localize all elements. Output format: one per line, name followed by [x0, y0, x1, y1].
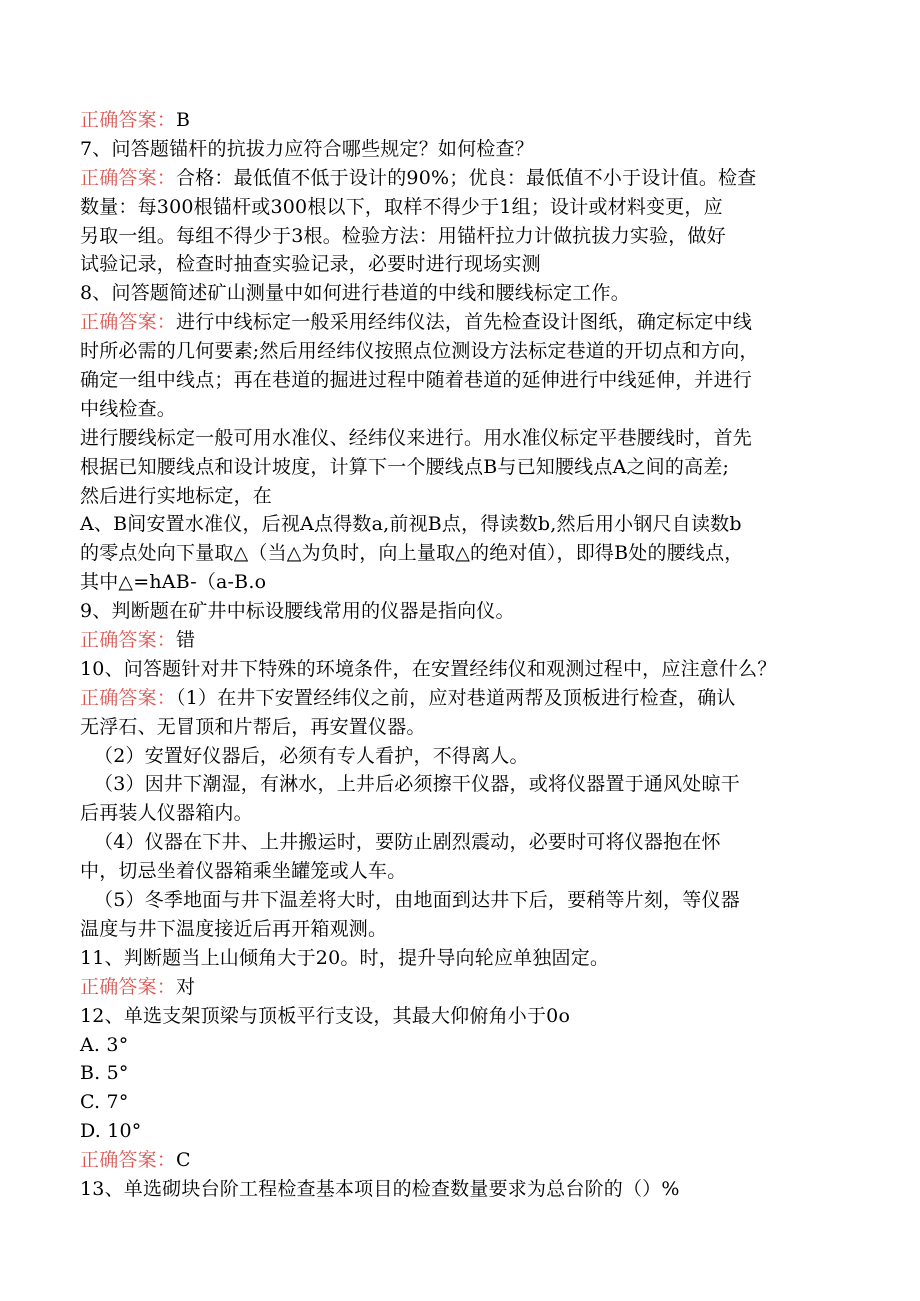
line-text: 10、问答题针对井下特殊的环境条件，在安置经纬仪和观测过程中，应注意什么？	[80, 657, 777, 680]
line-text: 另取一组。每组不得少于3根。检验方法：用锚杆拉力计做抗拔力实验，做好	[80, 224, 726, 247]
text-line	[80, 597, 840, 626]
line-text: 后再装人仪器箱内。	[80, 802, 253, 825]
line-text: 错	[176, 629, 196, 652]
line-text: 温度与井下温度接近后再开箱观测。	[80, 917, 388, 940]
text-line	[80, 424, 840, 453]
line-text: A、B间安置水准仪，后视A点得数a,前视B点，得读数b,然后用小钢尺自读数b	[80, 513, 742, 536]
line-text: 7、问答题锚杆的抗拔力应符合哪些规定？如何检查？	[80, 137, 534, 160]
text-line	[80, 1002, 840, 1031]
line-text: 然后进行实地标定，在	[80, 484, 273, 507]
line-text: （3）因井下潮湿，有淋水，上井后必须擦干仪器，或将仪器置于通风处晾干	[94, 773, 740, 796]
line-text: 13、单选砌块台阶工程检查基本项目的检查数量要求为总台阶的（）%	[80, 1177, 680, 1200]
line-text: 中线检查。	[80, 397, 177, 420]
line-text: 时所必需的几何要素;然后用经纬仪按照点位测设方法标定巷道的开切点和方向，	[80, 340, 759, 363]
line-text: D. 10°	[80, 1120, 142, 1143]
text-line	[80, 510, 840, 539]
answer-line	[80, 626, 840, 655]
text-line	[80, 770, 840, 799]
text-line	[80, 193, 840, 222]
line-text: 试验记录，检查时抽查实验记录，必要时进行现场实测	[80, 253, 541, 276]
text-line	[80, 539, 840, 568]
answer-line	[80, 164, 840, 193]
text-line	[80, 828, 840, 857]
text-line	[80, 915, 840, 944]
text-line	[80, 944, 840, 973]
text-line	[80, 250, 840, 279]
line-text: 中，切忌坐着仪器箱乘坐罐笼或人车。	[80, 860, 407, 883]
document-page	[80, 106, 840, 1204]
text-line	[80, 655, 840, 684]
answer-label: 正确答案：	[80, 109, 177, 131]
line-text: （4）仪器在下井、上井搬运时，要防止剧烈震动，必要时可将仪器抱在怀	[94, 831, 721, 854]
line-text: 进行腰线标定一般可用水准仪、经纬仪来进行。用水准仪标定平巷腰线时，首先	[80, 426, 753, 449]
line-text: 合格：最低值不低于设计的90%；优良：最低值不小于设计值。检查	[176, 166, 757, 189]
answer-line	[80, 684, 840, 713]
answer-label: 正确答案：	[80, 686, 177, 709]
answer-label: 正确答案：	[80, 311, 177, 334]
answer-label: 正确答案：	[80, 166, 177, 189]
answer-line	[80, 1146, 840, 1175]
answer-line	[80, 308, 840, 337]
answer-line	[80, 106, 840, 135]
line-text: 12、单选支架顶梁与顶板平行支设，其最大仰俯角小于0o	[80, 1004, 571, 1027]
line-text: C. 7°	[80, 1091, 129, 1114]
line-text: A. 3°	[80, 1033, 129, 1056]
text-line	[80, 1117, 840, 1146]
text-line	[80, 1175, 840, 1204]
line-text: B	[176, 109, 191, 131]
text-line	[80, 713, 840, 742]
line-text: 无浮石、无冒顶和片帮后，再安置仪器。	[80, 715, 426, 738]
line-text: （2）安置好仪器后，必须有专人看护，不得离人。	[94, 744, 529, 767]
text-line	[80, 568, 840, 597]
text-line	[80, 337, 840, 366]
line-text: 根据已知腰线点和设计坡度，计算下一个腰线点B与已知腰线点A之间的高差;	[80, 455, 730, 478]
text-line	[80, 742, 840, 771]
line-text: 其中△=hAB-（a-B.o	[80, 571, 267, 594]
text-line	[80, 222, 840, 251]
text-line	[80, 453, 840, 482]
text-line	[80, 886, 840, 915]
text-line	[80, 1031, 840, 1060]
answer-line	[80, 973, 840, 1002]
line-text: 对	[176, 975, 196, 998]
text-line	[80, 1059, 840, 1088]
line-text: 9、判断题在矿井中标设腰线常用的仪器是指向仪。	[80, 600, 515, 623]
text-line	[80, 482, 840, 511]
text-line	[80, 395, 840, 424]
line-text: 11、判断题当上山倾角大于20。时，提升导向轮应单独固定。	[80, 946, 610, 969]
answer-label: 正确答案：	[80, 629, 177, 652]
line-text: （5）冬季地面与井下温差将大时，由地面到达井下后，要稍等片刻，等仪器	[94, 889, 740, 912]
line-text: 数量：每300根锚杆或300根以下，取样不得少于1组；设计或材料变更，应	[80, 195, 723, 218]
line-text: C	[176, 1149, 191, 1172]
line-text: 的零点处向下量取△（当△为负时，向上量取△的绝对值），即得B处的腰线点，	[80, 542, 744, 565]
text-line	[80, 1088, 840, 1117]
answer-label: 正确答案：	[80, 1149, 177, 1172]
line-text: 进行中线标定一般采用经纬仪法，首先检查设计图纸，确定标定中线	[176, 311, 753, 334]
line-text: 8、问答题简述矿山测量中如何进行巷道的中线和腰线标定工作。	[80, 282, 630, 305]
text-line	[80, 857, 840, 886]
answer-label: 正确答案：	[80, 975, 177, 998]
text-line	[80, 799, 840, 828]
text-line	[80, 135, 840, 164]
line-text: 确定一组中线点；再在巷道的掘进过程中随着巷道的延伸进行中线延伸，并进行	[80, 369, 753, 392]
line-text: （1）在井下安置经纬仪之前，应对巷道两帮及顶板进行检查，确认	[176, 686, 736, 709]
text-line	[80, 366, 840, 395]
line-text: B. 5°	[80, 1062, 129, 1085]
text-line	[80, 279, 840, 308]
